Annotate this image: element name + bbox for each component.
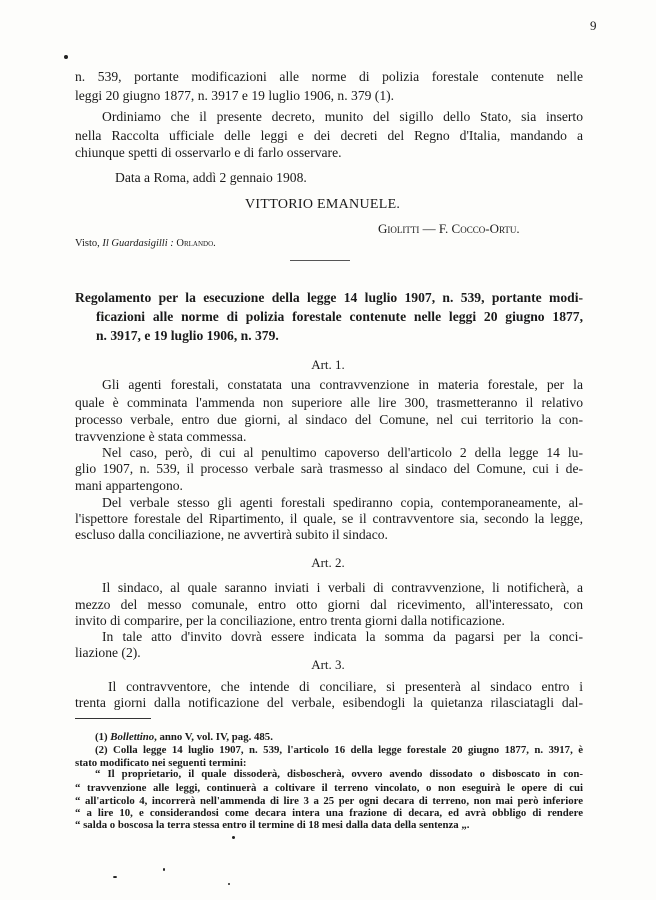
text-line: Del verbale stesso gli agenti forestali spediranno copia, contemporaneamente, al- bbox=[102, 495, 583, 510]
countersignature: Giolitti — F. Cocco-Ortu. bbox=[378, 221, 520, 236]
text-line: Nel caso, però, di cui al penultimo capoverso dell'articolo 2 della legge 14 lu- bbox=[102, 445, 583, 460]
text-line: Il sindaco, al quale saranno inviati i verbali di contravvenzione, li notificherà, a bbox=[102, 580, 583, 595]
footnote-line: “ all'articolo 4, incorrerà nell'ammenda di lire 3 a 25 per ogni decara di terreno, non mai però inferiore bbox=[75, 795, 583, 807]
footnote-line: stato modificato nei seguenti termini: bbox=[75, 757, 247, 769]
text-line: Gli agenti forestali, constatata una contravvenzione in materia forestale, per la bbox=[102, 377, 583, 392]
ink-speck bbox=[64, 55, 68, 59]
footnote-line: “ a lire 10, e considerandosi come decara intera una frazione di decara, ed avrà obbligo di rendere bbox=[75, 807, 583, 819]
text-line: nella Raccolta ufficiale delle leggi e dei decreti del Regno d'Italia, mandando a bbox=[75, 128, 583, 143]
text-line: In tale atto d'invito dovrà essere indicata la somma da pagarsi per la conci- bbox=[102, 629, 583, 644]
footnote-divider bbox=[75, 718, 151, 719]
text-line: invito di comparire, per la conciliazione, entro trenta giorni dalla notificazione. bbox=[75, 613, 505, 628]
text-line: Il contravventore, che intende di conciliare, si presenterà al sindaco entro i bbox=[108, 679, 583, 694]
text-line: n. 539, portante modificazioni alle norme di polizia forestale contenute nelle bbox=[75, 69, 583, 84]
footnote-number: (1) bbox=[95, 731, 108, 743]
visto-name: Orlando. bbox=[176, 238, 216, 249]
text-line: Ordiniamo che il presente decreto, munito del sigillo dello Stato, sia inserto bbox=[102, 109, 583, 124]
page-number: 9 bbox=[590, 18, 597, 33]
ink-speck bbox=[228, 883, 230, 885]
footnote-line: “ salda o boscosa la terra stessa entro il termine di 18 mesi dalla data della sentenza „. bbox=[75, 819, 470, 831]
footnote-line: “ travvenzione alle leggi, continuerà a coltivare il terreno vincolato, o non eseguirà le opere di cui bbox=[75, 782, 583, 794]
ink-speck bbox=[163, 868, 165, 871]
text-line: mani appartengono. bbox=[75, 478, 183, 493]
title-line: ficazioni alle norme di polizia forestale contenute nelle leggi 20 giugno 1877, bbox=[96, 309, 583, 324]
divider bbox=[290, 260, 350, 261]
text-line: escluso dalla conciliazione, ne avvertirà subito il sindaco. bbox=[75, 527, 388, 542]
text-line: chiunque spetti di osservarlo e di farlo osservare. bbox=[75, 145, 342, 160]
text-line: quale è comminata l'ammenda non superiore alle lire 300, trasmetteranno il relativo bbox=[75, 395, 583, 410]
title-line: Regolamento per la esecuzione della legge 14 luglio 1907, n. 539, portante modi- bbox=[75, 290, 583, 305]
text-line: mezzo del messo comunale, entro otto giorni dal ricevimento, all'interessato, con bbox=[75, 597, 583, 612]
visto-title: Il Guardasigilli : bbox=[102, 238, 174, 249]
text-line: travvenzione è stata commessa. bbox=[75, 429, 247, 444]
royal-signature: VITTORIO EMANUELE. bbox=[245, 197, 401, 212]
visto-prefix: Visto, bbox=[75, 238, 100, 249]
footnote-line: “ Il proprietario, il quale dissoderà, disboscherà, ovvero avendo dissodato o disboscato in con- bbox=[95, 768, 583, 780]
article-heading: Art. 2. bbox=[311, 555, 345, 570]
footnote-1 bbox=[95, 731, 583, 744]
text-line: leggi 20 giugno 1877, n. 3917 e 19 luglio 1906, n. 379 (1). bbox=[75, 88, 395, 103]
text-line: liazione (2). bbox=[75, 645, 141, 660]
footnote-line: (2) Colla legge 14 luglio 1907, n. 539, l'articolo 16 della legge forestale 20 giugno 1877, n. 3917, è bbox=[95, 744, 583, 756]
footnote-source: Bollettino bbox=[110, 731, 155, 743]
date-line: Data a Roma, addì 2 gennaio 1908. bbox=[115, 170, 307, 185]
text-line: processo verbale, entro due giorni, al sindaco del Comune, nel cui territorio la con- bbox=[75, 412, 583, 427]
text-line: glio 1907, n. 539, il processo verbale sarà trasmesso al sindaco del Comune, cui i de- bbox=[75, 461, 583, 476]
title-line: n. 3917, e 19 luglio 1906, n. 379. bbox=[96, 328, 279, 343]
visto-line bbox=[75, 238, 216, 249]
footnote-text: , anno V, vol. IV, pag. 485. bbox=[154, 731, 273, 743]
article-heading: Art. 3. bbox=[311, 657, 345, 672]
text-line: l'ispettore forestale del Ripartimento, il quale, se il contravventore sia, secondo la legge, bbox=[75, 511, 583, 526]
text-line: trenta giorni dalla notificazione del verbale, esibendogli la quietanza rilasciatagli dal- bbox=[75, 695, 583, 710]
ink-speck bbox=[232, 836, 235, 839]
ink-speck bbox=[113, 876, 117, 878]
article-heading: Art. 1. bbox=[311, 357, 345, 372]
